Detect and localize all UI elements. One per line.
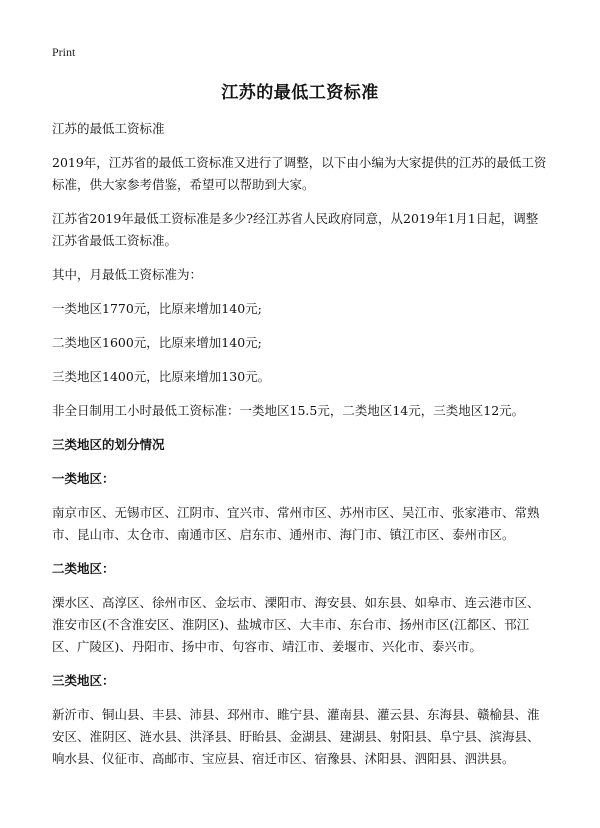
paragraph-hourly-wage: 非全日制用工小时最低工资标准：一类地区15.5元，二类地区14元，三类地区12元。 [52,403,525,418]
article-body [52,118,549,782]
class2-list: 溧水区、高淳区、徐州市区、金坛市、溧阳市、海安县、如东县、如皋市、连云港市区、淮安市区(不含淮安区、淮阴区)、盐城市区、大丰市、东台市、扬州市区(江都区、邗江区、广陵区)、丹阳市、扬中市、句容市、靖江市、姜堰市、兴化市、泰兴市。 [52,595,540,654]
paragraph-subtitle: 江苏的最低工资标准 [52,121,165,136]
page-title: 江苏的最低工资标准 [221,83,379,103]
paragraph-intro: 2019年，江苏省的最低工资标准又进行了调整，以下由小编为大家提供的江苏的最低工资标准，供大家参考借鉴，希望可以帮助到大家。 [52,155,547,192]
paragraph-class2-wage: 二类地区1600元，比原来增加140元; [52,335,262,350]
print-link[interactable]: Print [52,45,76,59]
class3-heading: 三类地区： [52,673,115,688]
paragraph-adjustment: 江苏省2019年最低工资标准是多少?经江苏省人民政府同意，从2019年1月1日起，调整江苏省最低工资标准。 [52,211,539,248]
paragraph-class3-wage: 三类地区1400元，比原来增加130元。 [52,369,271,384]
class3-list: 新沂市、铜山县、丰县、沛县、邳州市、睢宁县、灌南县、灌云县、东海县、赣榆县、淮安区、淮阴区、涟水县、洪泽县、盱眙县、金湖县、建湖县、射阳县、阜宁县、滨海县、响水县、仪征市、高邮市、宝应县、宿迁市区、宿豫县、沭阳县、泗阳县、泗洪县。 [52,707,540,766]
class1-list: 南京市区、无锡市区、江阴市、宜兴市、常州市区、苏州市区、吴江市、张家港市、常熟市、昆山市、太仓市、南通市区、启东市、通州市、海门市、镇江市区、泰州市区。 [52,505,540,542]
paragraph-class1-wage: 一类地区1770元，比原来增加140元; [52,301,262,316]
class2-heading: 二类地区： [52,561,115,576]
paragraph-monthly-standard: 其中，月最低工资标准为： [52,267,203,282]
class1-heading: 一类地区： [52,471,115,486]
division-heading: 三类地区的划分情况 [52,437,165,452]
